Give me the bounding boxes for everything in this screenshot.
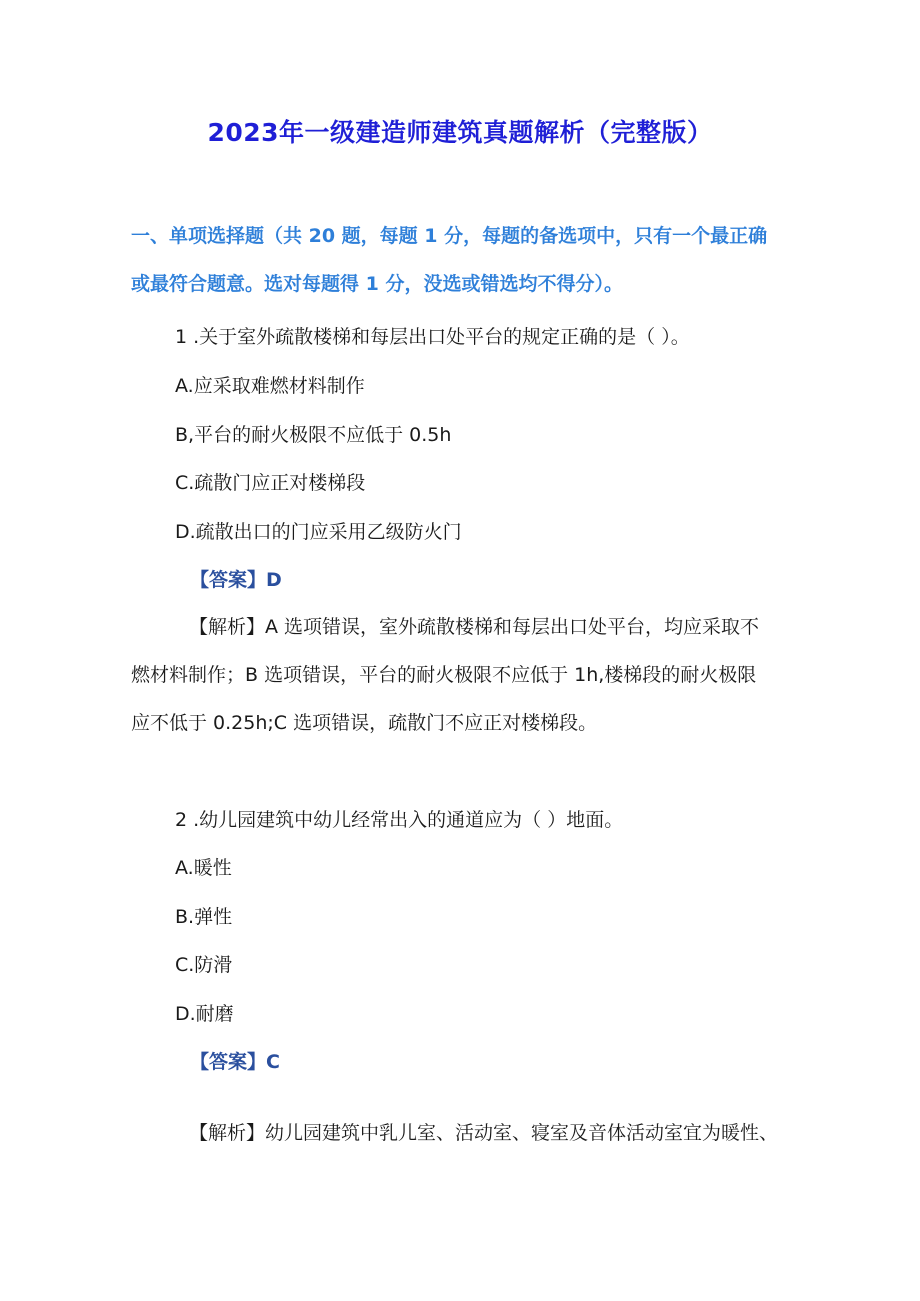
question-1-option-b: B,平台的耐火极限不应低于 0.5h	[175, 424, 452, 446]
question-1-stem: 1 .关于室外疏散楼梯和每层出口处平台的规定正确的是（ ）。	[175, 326, 690, 348]
question-1-analysis-line-3: 应不低于 0.25h;C 选项错误，疏散门不应正对楼梯段。	[131, 712, 598, 734]
section-heading-line-1: 一、单项选择题（共 20 题，每题 1 分，每题的备选项中，只有一个最正确	[131, 225, 768, 247]
question-2-option-c: C.防滑	[175, 954, 233, 976]
question-1-option-d: D.疏散出口的门应采用乙级防火门	[175, 521, 462, 543]
question-1-option-a: A.应采取难燃材料制作	[175, 375, 365, 397]
question-2-analysis-line-1: 【解析】幼儿园建筑中乳儿室、活动室、寝室及音体活动室宜为暖性、	[189, 1122, 779, 1144]
question-2-analysis	[131, 1109, 796, 1157]
question-2-stem: 2 .幼儿园建筑中幼儿经常出入的通道应为（ ）地面。	[175, 809, 624, 831]
document-title: 2023年一级建造师建筑真题解析（完整版）	[207, 118, 713, 147]
question-1-analysis-line-1: 【解析】A 选项错误，室外疏散楼梯和每层出口处平台，均应采取不	[189, 616, 760, 638]
section-heading-line-2: 或最符合题意。选对每题得 1 分，没选或错选均不得分）。	[131, 273, 623, 295]
section-heading	[131, 212, 801, 308]
question-1-analysis	[131, 603, 796, 747]
question-2-answer: 【答案】C	[190, 1051, 280, 1073]
question-2-option-a: A.暖性	[175, 857, 232, 879]
question-2-option-d: D.耐磨	[175, 1003, 234, 1025]
question-2-option-b: B.弹性	[175, 906, 233, 928]
question-1-analysis-line-2: 燃材料制作；B 选项错误，平台的耐火极限不应低于 1h,楼梯段的耐火极限	[131, 664, 757, 686]
question-1-option-c: C.疏散门应正对楼梯段	[175, 472, 366, 494]
question-1-answer: 【答案】D	[190, 569, 282, 591]
